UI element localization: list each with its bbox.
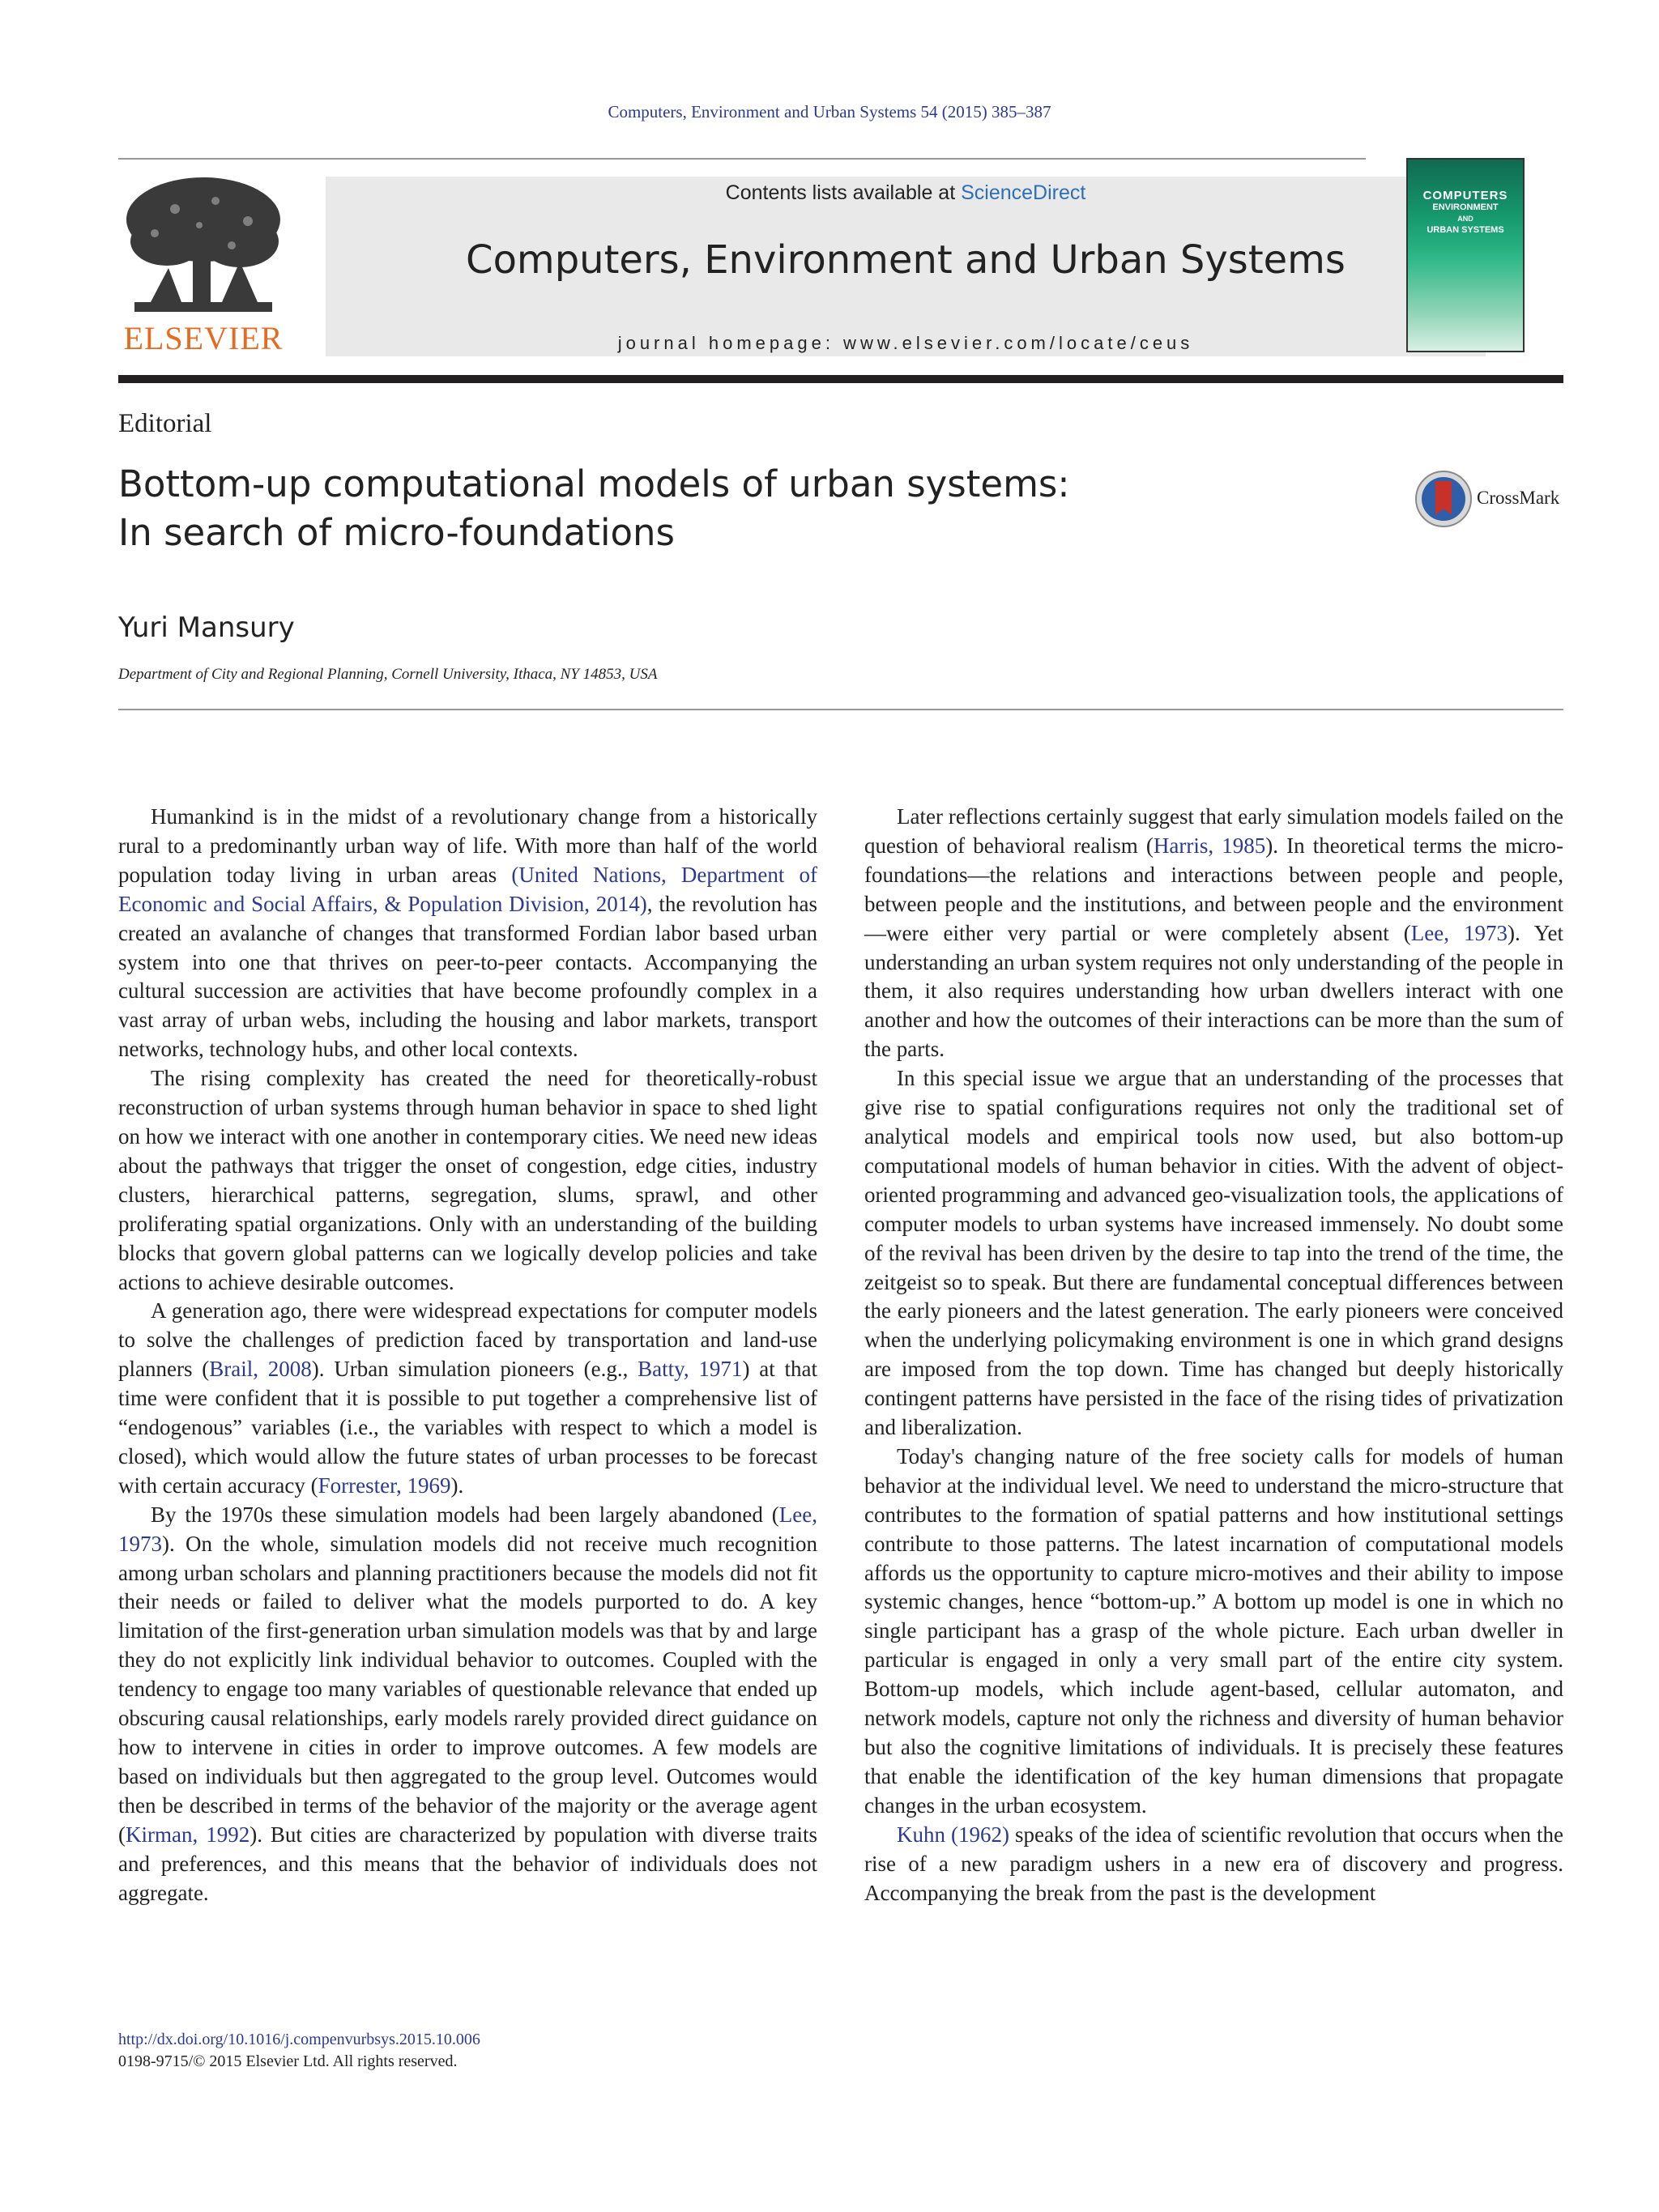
reference-link[interactable]: Harris, 1985 [1153,833,1266,858]
text-run: ). Urban simulation pioneers (e.g., [311,1357,638,1382]
copyright-notice: 0198-9715/© 2015 Elsevier Ltd. All rights reserved. [118,2052,458,2070]
contents-prefix: Contents lists available at [725,181,962,204]
reference-link[interactable]: Brail, 2008 [209,1357,312,1382]
crossmark-icon [1414,470,1473,528]
text-run: ) at that time were confident that it is possible to put together a comprehensive list of “endogenous” variables (i.e., the variables with respect to which a model is closed), which would allow the future states of urban processes to be forecast with certain accuracy ( [118,1357,817,1498]
paragraph [864,803,1563,1064]
contents-availability [326,181,1486,205]
text-run: Humankind is in the midst of a revolutionary change from a historically rural to a predominantly urban way of life. With more than half of the world population today living in urban areas [118,804,817,887]
top-divider [118,158,1366,160]
text-run: ). In theoretical terms the micro-foundations—the relations and interactions between people and people, between people and the institutions, and between people and the environment—were either very partial or were completely absent ( [864,833,1563,945]
reference-link[interactable]: Lee, 1973 [1410,920,1508,945]
text-run: speaks of the idea of scientific revolution that occurs when the rise of a new paradigm ushers in a new era of discovery and progress. Accompanying the break from the past is the development [864,1822,1564,1905]
reference-link[interactable]: Batty, 1971 [638,1357,743,1382]
sciencedirect-link[interactable]: ScienceDirect [961,181,1086,204]
journal-homepage-link[interactable]: journal homepage: www.elsevier.com/locate/ceus [617,333,1194,353]
paragraph [864,1821,1563,1908]
journal-cover-thumbnail[interactable] [1406,158,1525,352]
article-title [118,460,1070,557]
text-run: ). On the whole, simulation models did not receive much recognition among urban scholars and planning practitioners because the models did not fit their needs or failed to deliver what the models purported to do. A key limitation of the first-generation urban simulation models was that by and large they do not explicitly link individual behavior to outcomes. Coupled with the tendency to engage too many variables of questionable relevance that ended up obscuring causal relationships, early models rarely provided direct guidance on how to intervene in cities in order to improve outcomes. A few models are based on individuals but then aggregated to the group level. Outcomes would then be described in terms of the behavior of the majority or the average agent ( [118,1531,817,1847]
doi-link[interactable]: http://dx.doi.org/10.1016/j.compenvurbsys.2015.10.006 [118,2031,480,2048]
article-type: Editorial [118,409,212,438]
footer [118,2029,480,2073]
paragraph [118,803,817,1064]
journal-banner [326,177,1486,356]
reference-link[interactable]: Kuhn (1962) [897,1822,1009,1847]
crossmark-badge[interactable] [1414,470,1565,528]
cover-line-1: COMPUTERS [1422,189,1508,202]
paragraph: The rising complexity has created the need for theoretically-robust reconstruction of urban systems through human behavior in space to shed light on how we interact with one another in contemporary cities. We need new ideas about the pathways that trigger the onset of congestion, edge cities, industry clusters, hierarchical patterns, segregation, slums, sprawl, and other proliferating spatial organizations. Only with an understanding of the building blocks that govern global patterns can we logically develop policies and take actions to achieve desirable outcomes. [118,1066,817,1294]
crossmark-label: CrossMark [1477,488,1560,508]
paragraph [118,1297,817,1500]
text-run: ). [450,1473,464,1498]
title-line-1: Bottom-up computational models of urban systems: [118,462,1070,505]
body-column-left [118,803,817,1907]
text-run: ). But cities are characterized by population with diverse traits and preferences, and this means that the behavior of individuals does not aggregate. [118,1822,817,1905]
text-run: A generation ago, there were widespread expectations for computer models to solve the challenges of prediction faced by transportation and land-use planners ( [118,1298,817,1382]
reference-link[interactable]: Kirman, 1992 [126,1822,250,1847]
elsevier-tree-icon [118,173,288,318]
cover-title [1408,190,1523,236]
author-name[interactable]: Yuri Mansury [118,612,295,644]
reference-link[interactable]: Forrester, 1969 [318,1473,451,1498]
body-column-right [864,803,1563,1907]
front-matter-divider [118,709,1563,710]
text-run: , the revolution has created an avalanche of changes that transformed Fordian labor based urban system into one that thrives on peer-to-peer contacts. Accompanying the cultural succession are activities that have become profoundly complex in a vast array of urban webs, including the housing and labor markets, transport networks, technology hubs, and other local contexts. [118,891,817,1062]
text-run: ). Yet understanding an urban system requires not only understanding of the people in them, it also requires understanding how urban dwellers interact with one another and how the outcomes of their interactions can be more than the sum of the parts. [864,920,1563,1062]
text-run: Later reflections certainly suggest that early simulation models failed on the question of behavioral realism ( [864,804,1563,858]
journal-header [118,173,1563,360]
cover-line-3: AND [1457,215,1473,223]
journal-citation-link[interactable]: Computers, Environment and Urban Systems 54 (2015) 385–387 [608,102,1051,121]
paragraph: In this special issue we argue that an understanding of the processes that give rise to spatial configurations requires not only the traditional set of analytical models and empirical tools now used, but also bottom-up computational models of human behavior in cities. With the advent of object-oriented programming and advanced geo-visualization tools, the applications of computer models to urban systems have increased immensely. No doubt some of the revival has been driven by the desire to tap into the trend of the time, the zeitgeist so to speak. But there are fundamental conceptual differences between the early pioneers and the latest generation. The early pioneers were conceived when the underlying policymaking environment is one in which grand designs are imposed from the top down. Time has changed but deeply historically contingent patterns have persisted in the face of the rising tides of privatization and liberalization. [864,1066,1563,1440]
paragraph: Today's changing nature of the free society calls for models of human behavior at the individual level. We need to understand the micro-structure that contributes to the formation of spatial patterns and how institutional settings contribute to those patterns. The latest incarnation of computational models affords us the opportunity to capture micro-motives and their ability to impose systemic changes, hence “bottom-up.” A bottom up model is one in which no single participant has a grasp of the whole picture. Each urban dweller in particular is engaged in only a very small part of the entire city system. Bottom-up models, which include agent-based, cellular automaton, and network models, capture not only the richness and diversity of human behavior but also the cognitive limitations of individuals. It is precisely these features that enable the identification of the key human dimensions that propagate changes in the urban ecosystem. [864,1443,1563,1818]
paragraph [118,1501,817,1908]
elsevier-wordmark: ELSEVIER [123,320,284,356]
header-thick-rule [118,375,1563,383]
text-run: By the 1970s these simulation models had been largely abandoned ( [151,1502,779,1527]
author-affiliation: Department of City and Regional Planning, Cornell University, Ithaca, NY 14853, USA [118,666,658,683]
reference-link[interactable]: (United Nations, Department of Economic and Social Affairs, & Population Division, 2014) [118,862,818,916]
title-line-2: In search of micro-foundations [118,511,675,554]
reference-link[interactable]: Lee, 1973 [118,1502,817,1556]
elsevier-logo[interactable] [118,173,288,360]
cover-line-2: ENVIRONMENT [1432,202,1499,212]
cover-line-4: URBAN SYSTEMS [1427,225,1504,235]
journal-title: Computers, Environment and Urban Systems [466,237,1346,283]
